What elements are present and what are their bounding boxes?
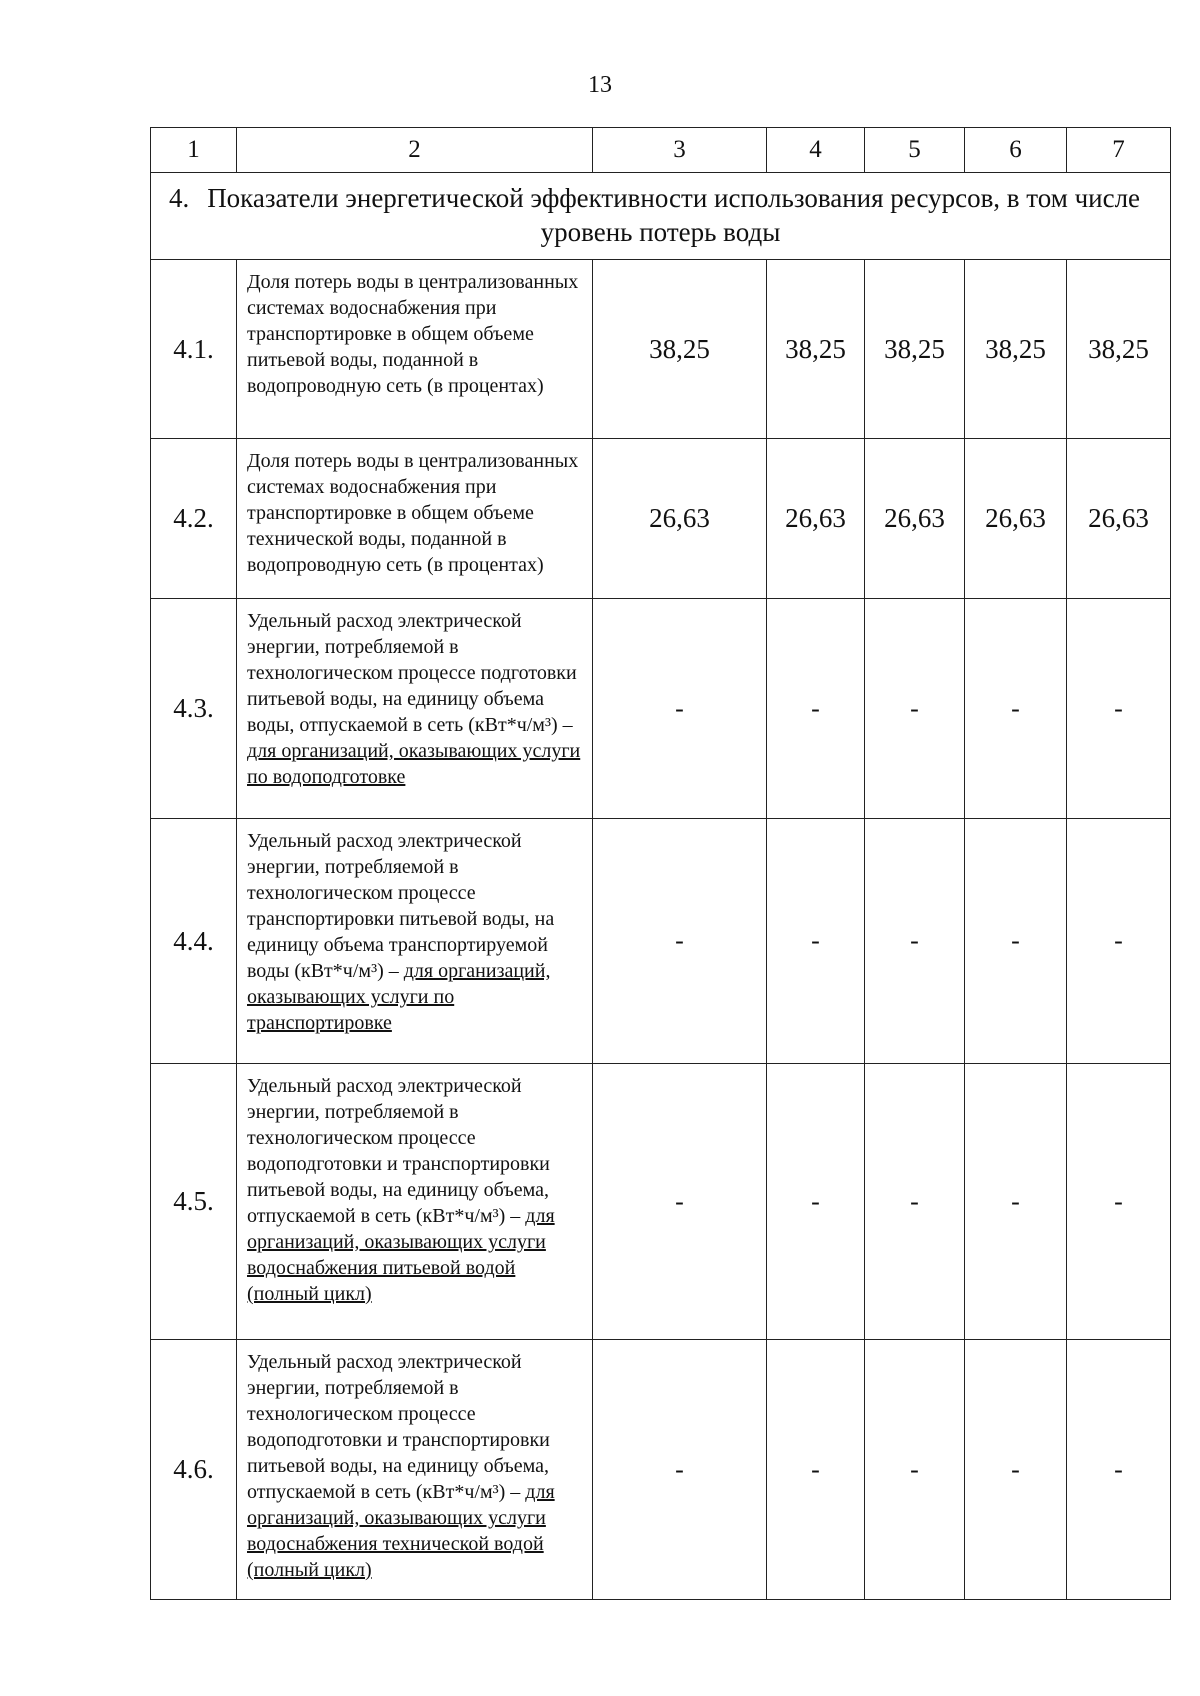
value-cell: - — [965, 599, 1067, 819]
column-header: 4 — [767, 128, 865, 173]
value-cell: - — [1067, 819, 1171, 1064]
value-cell: 26,63 — [965, 439, 1067, 599]
row-description — [237, 260, 593, 439]
value-cell: 38,25 — [767, 260, 865, 439]
value-cell: 38,25 — [865, 260, 965, 439]
description-text: Доля потерь воды в централизованных системах водоснабжения при транспортировке в общем объеме технической воды, поданной в водопроводную сеть (в процентах) — [247, 450, 579, 576]
value-cell: - — [767, 599, 865, 819]
value-cell: 26,63 — [865, 439, 965, 599]
value-cell: - — [593, 1340, 767, 1600]
value-cell: - — [767, 1064, 865, 1340]
table-row — [151, 1340, 1171, 1600]
value-cell: - — [1067, 599, 1171, 819]
value-cell: - — [865, 1064, 965, 1340]
row-description — [237, 1340, 593, 1600]
row-number: 4.2. — [151, 439, 237, 599]
value-cell: - — [965, 819, 1067, 1064]
column-header-row — [151, 128, 1171, 173]
value-cell: - — [593, 1064, 767, 1340]
row-number: 4.3. — [151, 599, 237, 819]
description-text: Удельный расход электрической энергии, потребляемой в технологическом процессе водоподготовки и транспортировки питьевой воды, на единицу объема, отпускаемой в сеть (кВт*ч/м³) – — [247, 1351, 550, 1503]
section-title: Показатели энергетической эффективности использования ресурсов, в том числе уровень потерь воды — [207, 183, 1141, 247]
table-row — [151, 819, 1171, 1064]
value-cell: - — [593, 599, 767, 819]
value-cell: - — [865, 1340, 965, 1600]
row-description — [237, 599, 593, 819]
section-row — [151, 173, 1171, 260]
table-row — [151, 1064, 1171, 1340]
row-description — [237, 1064, 593, 1340]
value-cell: - — [965, 1340, 1067, 1600]
row-number: 4.5. — [151, 1064, 237, 1340]
description-text: Доля потерь воды в централизованных системах водоснабжения при транспортировке в общем объеме питьевой воды, поданной в водопроводную сеть (в процентах) — [247, 271, 579, 397]
value-cell: - — [593, 819, 767, 1064]
table-row — [151, 260, 1171, 439]
value-cell: - — [865, 599, 965, 819]
description-underlined: для организаций, оказывающих услуги по водоподготовке — [247, 740, 581, 788]
row-description — [237, 819, 593, 1064]
description-underlined: для организаций, оказывающих услуги водоснабжения технической водой (полный цикл) — [247, 1481, 555, 1581]
value-cell: 38,25 — [593, 260, 767, 439]
description-text: Удельный расход электрической энергии, потребляемой в технологическом процессе водоподготовки и транспортировки питьевой воды, на единицу объема, отпускаемой в сеть (кВт*ч/м³) – — [247, 1075, 550, 1227]
value-cell: 26,63 — [767, 439, 865, 599]
column-header: 3 — [593, 128, 767, 173]
value-cell: - — [865, 819, 965, 1064]
value-cell: - — [1067, 1340, 1171, 1600]
column-header: 7 — [1067, 128, 1171, 173]
section-number: 4. — [169, 183, 190, 213]
value-cell: 26,63 — [593, 439, 767, 599]
value-cell: 38,25 — [965, 260, 1067, 439]
description-text: Удельный расход электрической энергии, потребляемой в технологическом процессе транспортировки питьевой воды, на единицу объема транспортируемой воды (кВт*ч/м³) – — [247, 830, 555, 982]
table-row — [151, 599, 1171, 819]
row-number: 4.4. — [151, 819, 237, 1064]
column-header: 2 — [237, 128, 593, 173]
description-underlined: для организаций, оказывающих услуги водоснабжения питьевой водой (полный цикл) — [247, 1205, 555, 1305]
value-cell: 38,25 — [1067, 260, 1171, 439]
value-cell: - — [767, 819, 865, 1064]
row-number: 4.1. — [151, 260, 237, 439]
value-cell: - — [767, 1340, 865, 1600]
column-header: 1 — [151, 128, 237, 173]
description-underlined: для организаций, оказывающих услуги по транспортировке — [247, 960, 551, 1034]
description-text: Удельный расход электрической энергии, потребляемой в технологическом процессе подготовки питьевой воды, на единицу объема воды, отпускаемой в сеть (кВт*ч/м³) – — [247, 610, 577, 736]
value-cell: - — [965, 1064, 1067, 1340]
row-description — [237, 439, 593, 599]
column-header: 5 — [865, 128, 965, 173]
page-number: 13 — [588, 72, 612, 98]
value-cell: - — [1067, 1064, 1171, 1340]
indicators-table — [150, 127, 1171, 1600]
row-number: 4.6. — [151, 1340, 237, 1600]
value-cell: 26,63 — [1067, 439, 1171, 599]
table-row — [151, 439, 1171, 599]
section-heading — [151, 173, 1171, 260]
column-header: 6 — [965, 128, 1067, 173]
